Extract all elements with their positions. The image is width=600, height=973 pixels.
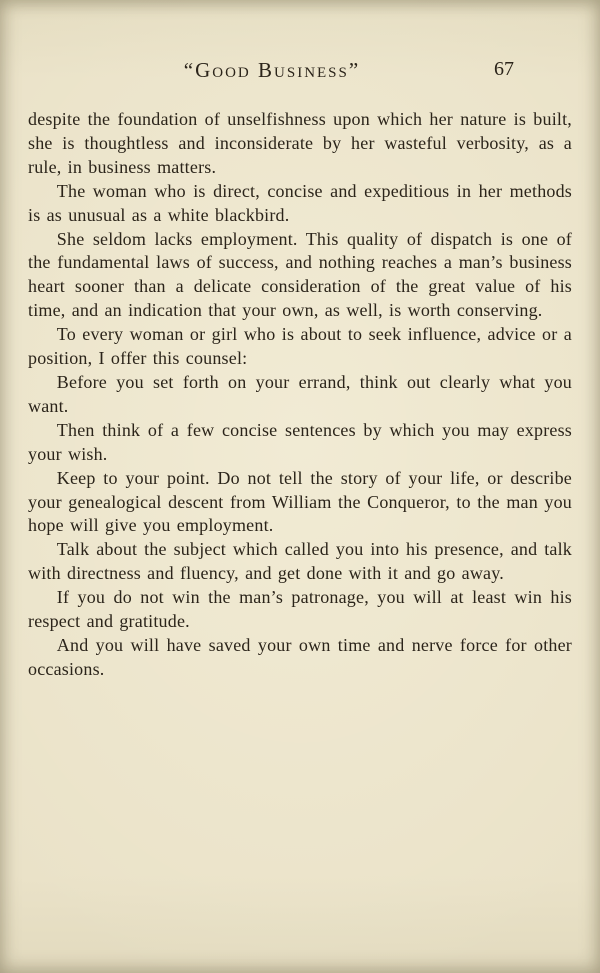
paragraph: She seldom lacks employment. This quality of dispatch is one of the fundamental laws of success, and nothing reaches a man’s business heart sooner than a delicate consideration of the great value of his time, and an indication that your own, as well, is worth conserving. (28, 228, 572, 321)
paragraph: Before you set forth on your errand, think out clearly what you want. (28, 371, 572, 416)
running-head (0, 0, 600, 88)
paragraph: Then think of a few concise sentences by which you may express your wish. (28, 419, 572, 464)
paragraph: Keep to your point. Do not tell the story of your life, or describe your genealogical descent from William the Conqueror, to the man you hope will give you employment. (28, 467, 572, 536)
body-text (28, 108, 572, 682)
page-title: “Good Business” (183, 58, 361, 82)
page-number: 67 (494, 58, 514, 80)
paragraph: To every woman or girl who is about to seek influence, advice or a position, I offer this counsel: (28, 324, 572, 369)
paragraph: If you do not win the man’s patronage, you will at least win his respect and gratitude. (28, 587, 572, 632)
paragraph: Talk about the subject which called you into his presence, and talk with directness and fluency, and get done with it and go away. (28, 539, 572, 584)
paragraph: And you will have saved your own time and nerve force for other occasions. (28, 634, 572, 679)
paragraph: The woman who is direct, concise and expeditious in her methods is as unusual as a white blackbird. (28, 180, 572, 225)
paragraph: despite the foundation of unselfishness upon which her nature is built, she is thoughtless and inconsiderate by her wasteful verbosity, as a rule, in business matters. (28, 109, 572, 177)
